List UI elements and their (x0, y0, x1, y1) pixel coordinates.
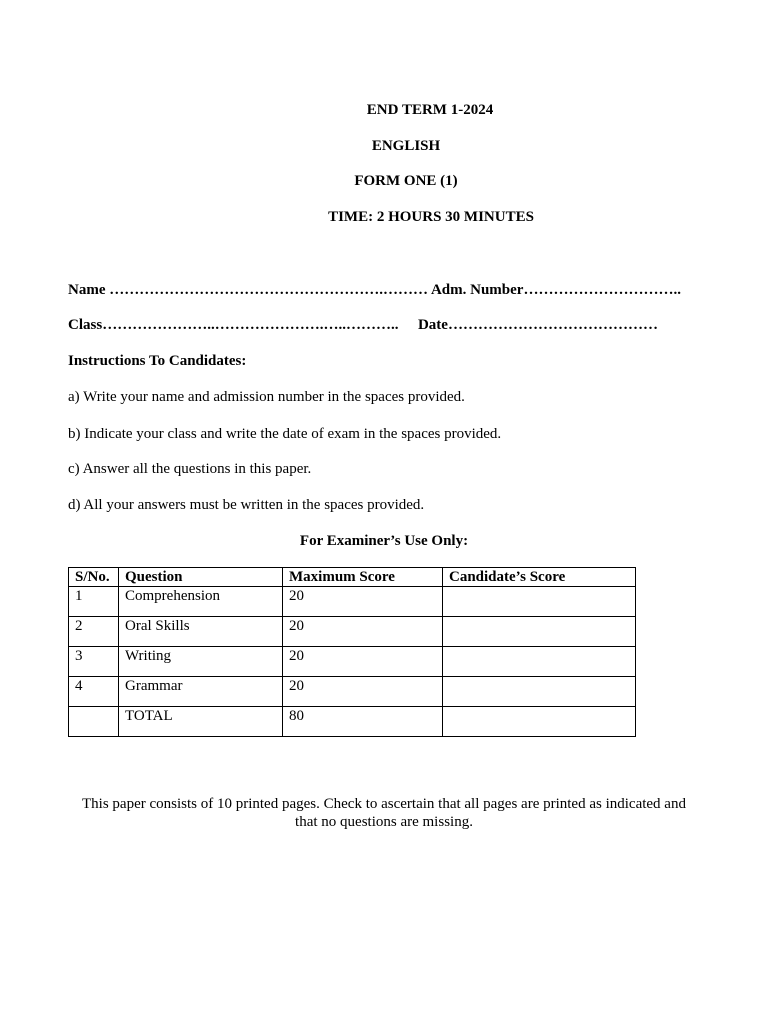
cell-max-score: 20 (283, 677, 443, 707)
cell-candidate-score[interactable] (443, 677, 636, 707)
instruction-item: b) Indicate your class and write the date of exam in the spaces provided. (68, 426, 502, 442)
instructions-title: Instructions To Candidates: (68, 353, 247, 369)
cell-max-score: 20 (283, 587, 443, 617)
cell-candidate-score[interactable] (443, 707, 636, 737)
header-max-score: Maximum Score (283, 568, 443, 587)
name-label: Name (68, 282, 106, 298)
cell-sno (69, 707, 119, 737)
class-label: Class (68, 317, 103, 333)
instruction-item: a) Write your name and admission number in the spaces provided. (68, 389, 465, 405)
class-date-line (68, 316, 658, 334)
score-table (68, 567, 636, 737)
date-dots: …………………………………… (447, 317, 658, 333)
cell-max-score: 20 (283, 617, 443, 647)
table-row (69, 617, 636, 647)
class-dots: …………………..………………….…..……….. (102, 317, 399, 333)
name-adm-line (68, 281, 681, 299)
cell-sno: 2 (69, 617, 119, 647)
cell-max-score: 20 (283, 647, 443, 677)
cell-question: Grammar (119, 677, 283, 707)
cell-candidate-score[interactable] (443, 647, 636, 677)
cell-candidate-score[interactable] (443, 587, 636, 617)
cell-sno: 4 (69, 677, 119, 707)
footer-note: This paper consists of 10 printed pages. Check to ascertain that all pages are printed as indicated and that no questions are missing. (82, 796, 686, 830)
instruction-item: c) Answer all the questions in this paper. (68, 461, 312, 477)
subject-title: ENGLISH (371, 138, 441, 154)
cell-question: Comprehension (119, 587, 283, 617)
header-sno: S/No. (69, 568, 119, 587)
cell-sno: 3 (69, 647, 119, 677)
score-table-header-row (69, 568, 636, 587)
time-title: TIME: 2 HOURS 30 MINUTES (328, 209, 534, 225)
table-row (69, 647, 636, 677)
table-row (69, 587, 636, 617)
examiner-title: For Examiner’s Use Only: (299, 533, 469, 549)
table-row-total (69, 707, 636, 737)
adm-label: Adm. Number (430, 282, 524, 298)
cell-question: Oral Skills (119, 617, 283, 647)
header-candidate-score: Candidate’s Score (443, 568, 636, 587)
date-label: Date (417, 317, 448, 333)
form-title: FORM ONE (1) (354, 173, 458, 189)
cell-question: TOTAL (119, 707, 283, 737)
cell-candidate-score[interactable] (443, 617, 636, 647)
cell-question: Writing (119, 647, 283, 677)
header-question: Question (119, 568, 283, 587)
instruction-item: d) All your answers must be written in the spaces provided. (68, 497, 425, 513)
exam-title: END TERM 1-2024 (366, 102, 494, 118)
adm-dots: ………………………….. (523, 282, 681, 298)
cell-max-score: 80 (283, 707, 443, 737)
table-row (69, 677, 636, 707)
name-dots: ……………………………………………….……… (109, 282, 428, 298)
cell-sno: 1 (69, 587, 119, 617)
